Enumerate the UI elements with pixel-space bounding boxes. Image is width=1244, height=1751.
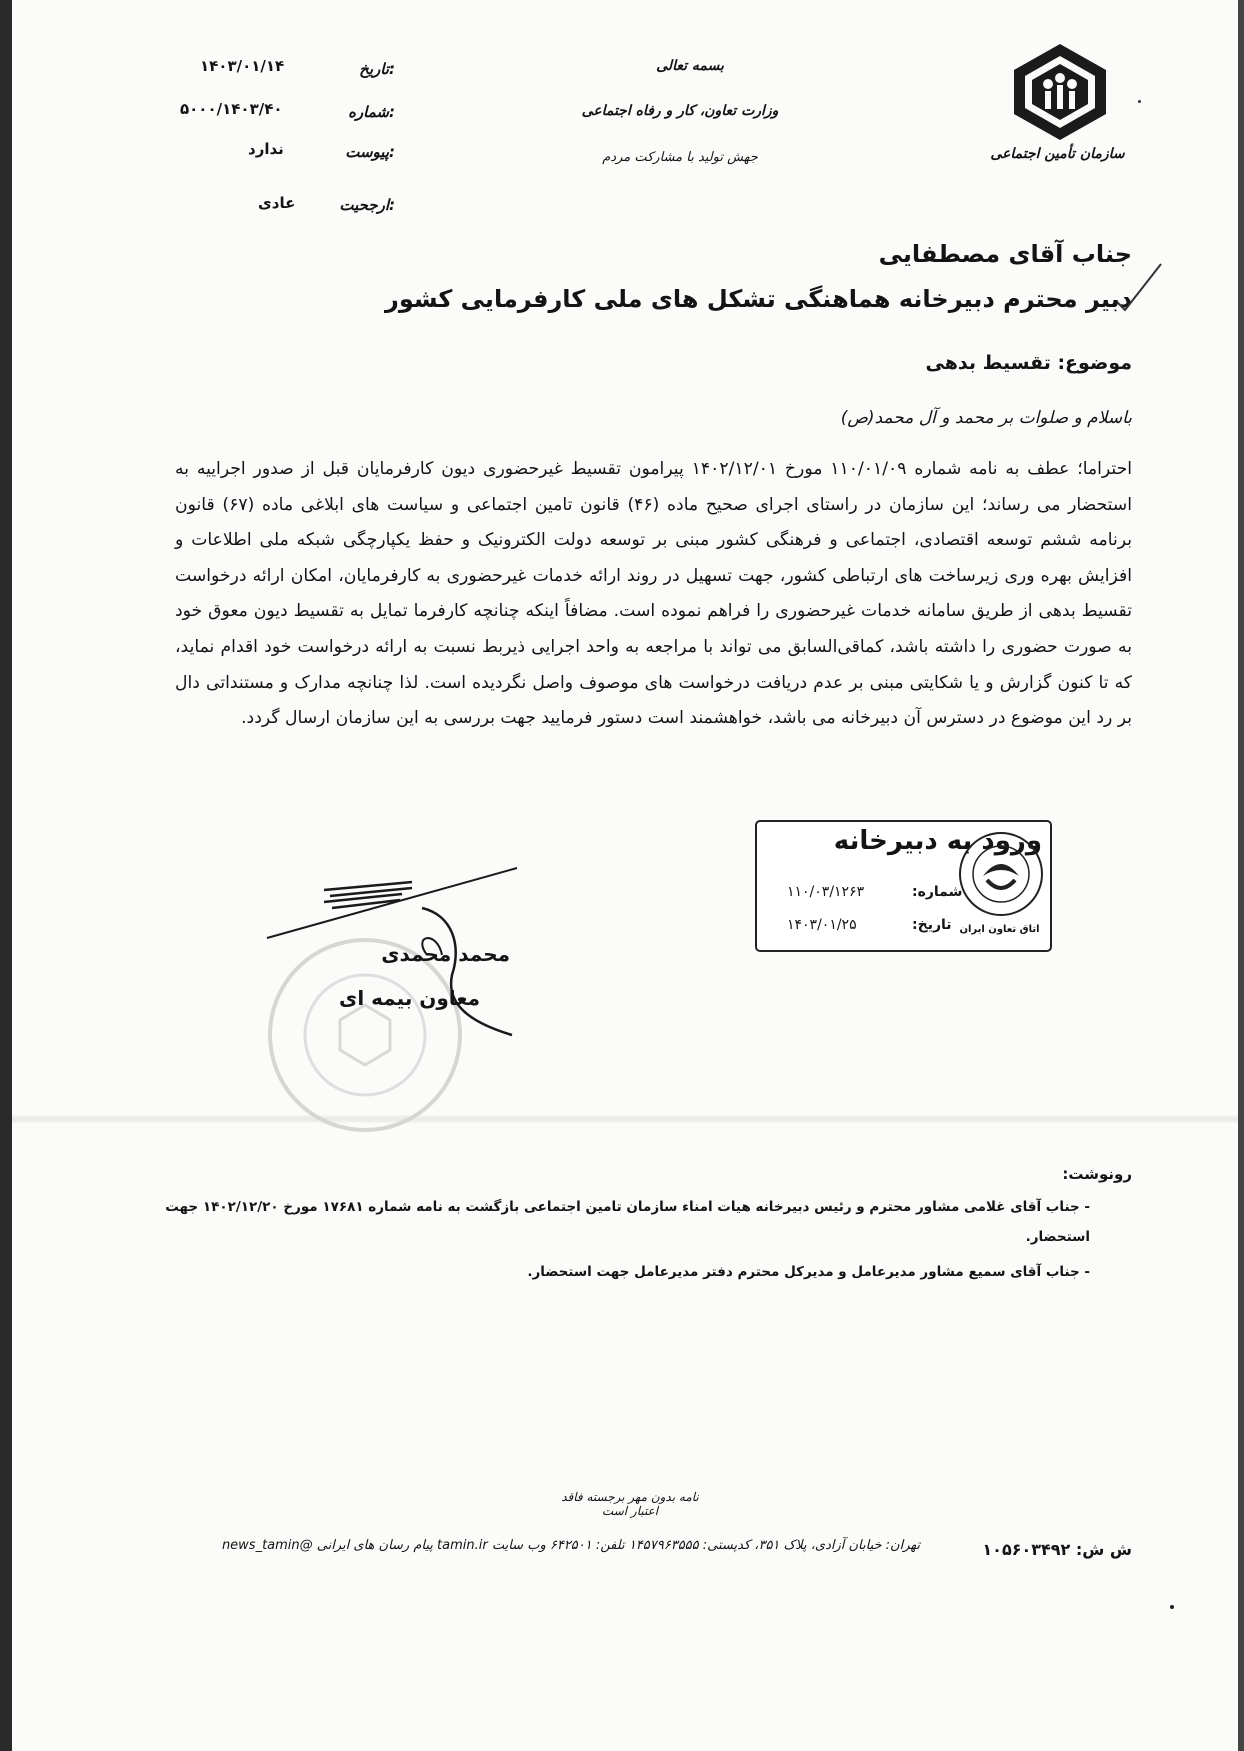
registry-stamp: [755, 820, 1052, 952]
scan-edge-left: [0, 0, 12, 1751]
ministry-name: وزارت تعاون، کار و رفاه اجتماعی: [581, 103, 779, 119]
subject: موضوع: تقسیط بدهی: [925, 352, 1132, 374]
letter-body: احتراما؛ عطف به نامه شماره ۱۱۰/۰۱/۰۹ مورخ ۱۴۰۲/۱۲/۰۱ پیرامون تقسیط غیرحضوری دیون کارفرمایان قبل از صدور اجراییه به استحضار می رساند؛ این سازمان در راستای اجرای صحیح ماده (۴۶) قانون تامین اجتماعی و سیاست های ابلاغی ماده (۶۷) قانون برنامه ششم توسعه اقتصادی، اجتماعی و فرهنگی کشور مبنی بر توسعه دولت الکترونیک و حفظ یکپارچگی شبکه ملی اطلاعات و افزایش بهره وری زیرساخت های ارتباطی کشور، جهت تسهیل در روند ارائه خدمات غیرحضوری به کارفرمایان، امکان ارائه درخواست تقسیط بدهی از طریق سامانه خدمات غیرحضوری را فراهم نموده است. مضافاً اینکه چنانچه کارفرما تمایل به تقسیط دیون معوق خود به صورت حضوری را داشته باشد، کماقی‌السابق می تواند با مراجعه به واحد اجرایی ذیربط نسبت به ارائه درخواست خود اقدام نماید، که تا کنون گزارش و یا شکایتی مبنی بر عدم دریافت درخواست های موصوف واصل نگردیده است. لذا چنانچه مدارک و مستنداتی دال بر رد این موضوع در دسترس آن دبیرخانه می باشد، خواهشمند است دستور فرمایید جهت بررسی به این سازمان ارسال گردد.: [175, 459, 1132, 729]
stamp-number-label: شماره:: [912, 884, 963, 900]
footer-note: نامه بدون مهر برجسته فاقد اعتبار است: [561, 1490, 699, 1518]
signatory-title: معاون بیمه ای: [338, 986, 480, 1010]
cc-heading: رونوشت:: [1062, 1165, 1132, 1183]
scan-edge-right: [1238, 0, 1244, 1751]
priority-value: عادی: [258, 194, 296, 212]
date-label: تاریخ:: [359, 60, 395, 78]
recipient-name: جناب آقای مصطفایی: [878, 240, 1132, 268]
tamin-logo-icon: [1010, 42, 1110, 142]
cc-item: - جناب آقای سمیع مشاور مدیرعامل و مدیرکل محترم دفتر مدیرعامل جهت استحضار.: [527, 1264, 1090, 1280]
org-name: سازمان تأمین اجتماعی: [990, 146, 1125, 162]
greeting: باسلام و صلوات بر محمد و آل محمد(ص): [840, 408, 1132, 428]
signatory-name: محمد محمدی: [381, 942, 510, 966]
year-slogan: جهش تولید با مشارکت مردم: [602, 150, 758, 165]
number-value: ۵۰۰۰/۱۴۰۳/۴۰: [180, 100, 283, 118]
footer-address: تهران: خیابان آزادی، پلاک ۳۵۱، کدپستی: ۱۴۵۷۹۶۳۵۵۵ تلفن: ۶۴۲۵۰۱ وب سایت tamin.ir پیام رسان های ایرانی @news_tamin: [221, 1538, 920, 1553]
recipient-title: دبیر محترم دبیرخانه هماهنگی تشکل های ملی کارفرمایی کشور: [385, 285, 1132, 313]
stamp-date-label: تاریخ:: [912, 917, 952, 933]
date-value: ۱۴۰۳/۰۱/۱۴: [200, 57, 285, 75]
footer-postal-code: ش ش: ۱۰۵۶۰۳۴۹۲: [982, 1540, 1132, 1559]
chamber-seal-icon: [957, 830, 1045, 918]
scan-speck: [1138, 100, 1141, 103]
bismillah: بسمه تعالی: [656, 58, 724, 74]
scan-speck: [1170, 1605, 1174, 1609]
stamp-date-value: ۱۴۰۳/۰۱/۲۵: [787, 917, 857, 933]
check-mark-icon: [1115, 262, 1165, 312]
stamp-title: ورود به دبیرخانه: [833, 826, 1042, 856]
priority-label: ارجحیت:: [339, 196, 395, 214]
attachment-label: پیوست:: [345, 143, 395, 161]
attachment-value: ندارد: [248, 140, 284, 158]
cc-item: - جناب آقای غلامی مشاور محترم و رئیس دبیرخانه هیات امناء سازمان تامین اجتماعی بازگشت به نامه شماره ۱۷۶۸۱ مورخ ۱۴۰۲/۱۲/۲۰ جهت استحضار.: [165, 1199, 1090, 1245]
number-label: شماره:: [348, 103, 395, 121]
paper-fold: [12, 1115, 1238, 1123]
stamp-number-value: ۱۱۰/۰۳/۱۲۶۳: [787, 884, 865, 900]
seal-caption: اتاق تعاون ایران: [959, 924, 1040, 935]
